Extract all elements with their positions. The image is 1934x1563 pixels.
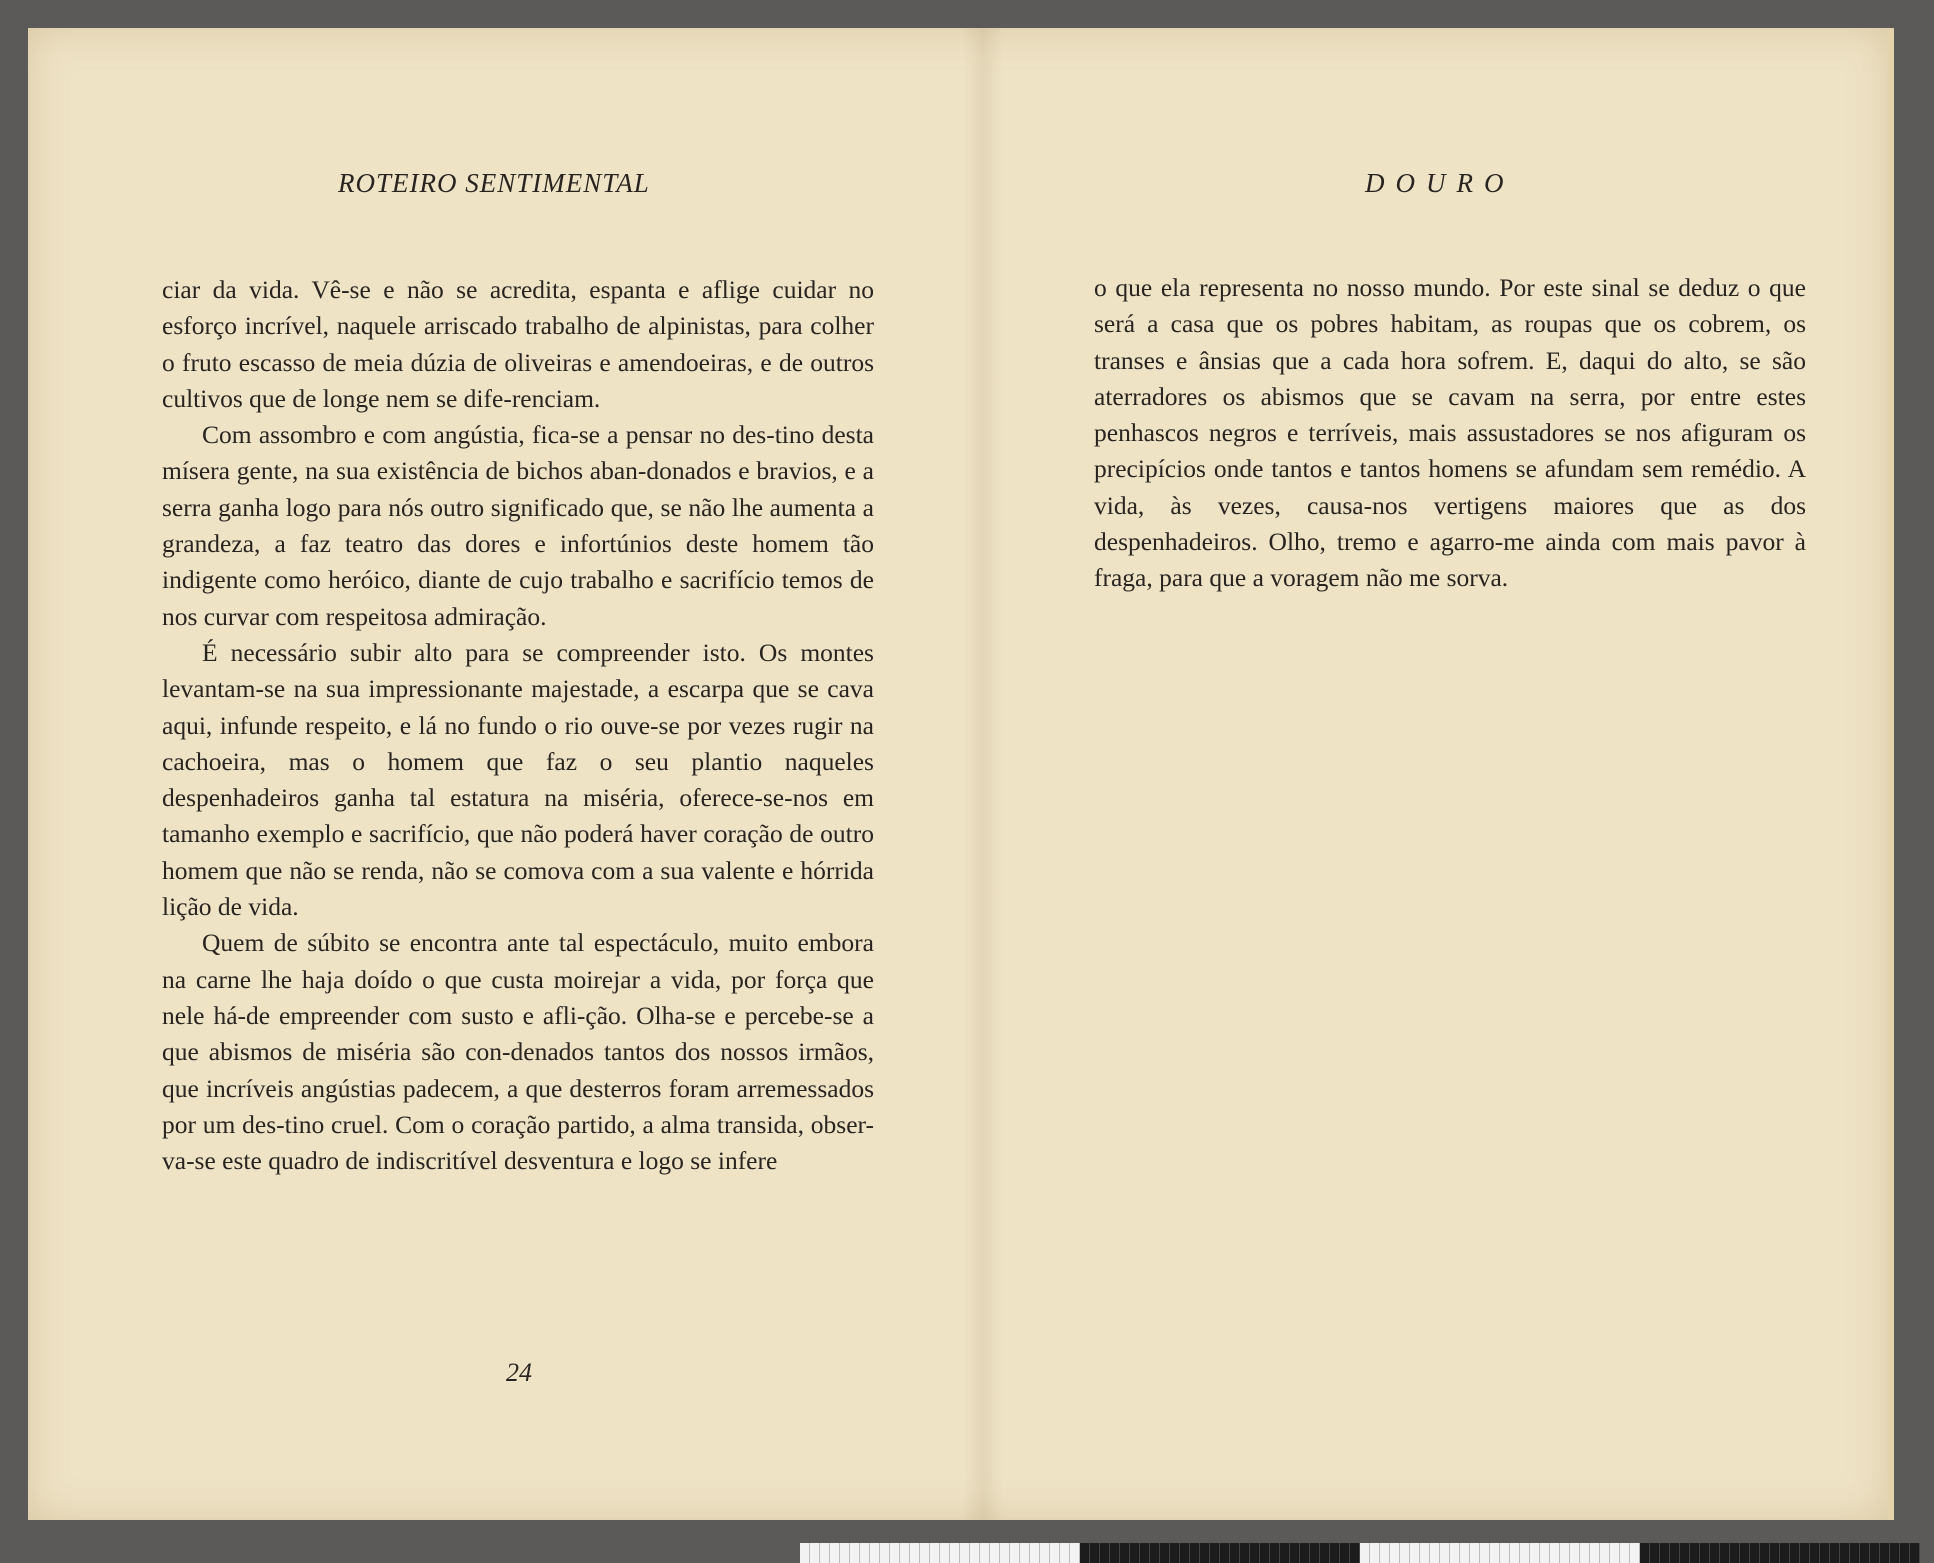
paragraph: ciar da vida. Vê-se e não se acredita, espanta e aflige cuidar no esforço incrível, naquele arriscado trabalho de alpinistas, para colher o fruto escasso de meia dúzia de oliveiras e amendoeiras, e de outros cultivos que de longe nem se dife-renciam. bbox=[162, 275, 874, 413]
color-scale-bar bbox=[800, 1543, 1920, 1563]
paragraph: É necessário subir alto para se compreender isto. Os montes levantam-se na sua impressionante majestade, a escarpa que se cava aqui, infunde respeito, e lá no fundo o rio ouve-se por vezes rugir na cachoeira, mas o homem que faz o seu plantio naqueles despenhadeiros ganha tal estatura na miséria, oferece-se-nos em tamanho exemplo e sacrifício, que não poderá haver coração de outro homem que não se renda, não se comova com a sua valente e hórrida lição de vida. bbox=[162, 637, 874, 922]
scale-segment bbox=[1640, 1543, 1920, 1563]
running-head-left: ROTEIRO SENTIMENTAL bbox=[338, 168, 650, 198]
scale-segment bbox=[1360, 1543, 1640, 1563]
body-text-left bbox=[162, 272, 874, 1179]
page-number: 24 bbox=[506, 1358, 532, 1387]
running-head-right: DOURO bbox=[1365, 168, 1515, 198]
paragraph: Quem de súbito se encontra ante tal espectáculo, muito embora na carne lhe haja doído o que custa moirejar a vida, por força que nele há-de empreender com susto e afli-ção. Olha-se e percebe-se a que abismos de miséria são con-denados tantos dos nossos irmãos, que incríveis angústias padecem, a que desterros foram arremessados por um des-tino cruel. Com o coração partido, a alma transida, obser-va-se este quadro de indiscritível desventura e logo se infere bbox=[162, 928, 874, 1176]
paragraph: Com assombro e com angústia, fica-se a pensar no des-tino desta mísera gente, na sua existência de bichos aban-donados e bravios, e a serra ganha logo para nós outro significado que, se não lhe aumenta a grandeza, a faz teatro das dores e infortúnios deste homem tão indigente como heróico, diante de cujo trabalho e sacrifício temos de nos curvar com respeitosa admiração. bbox=[162, 420, 874, 631]
paragraph: o que ela representa no nosso mundo. Por este sinal se deduz o que será a casa que os pobres habitam, as roupas que os cobrem, os transes e ânsias que a cada hora sofrem. E, daqui do alto, se são aterradores os abismos que se cavam na serra, por entre estes penhascos negros e terríveis, mais assustadores se nos afiguram os precipícios onde tantos e tantos homens se afundam sem remédio. A vida, às vezes, causa-nos vertigens maiores que as dos despenhadeiros. Olho, tremo e agarro-me ainda com mais pavor à fraga, para que a voragem não me sorva. bbox=[1094, 273, 1806, 593]
right-page bbox=[983, 28, 1888, 1520]
scale-segment bbox=[1080, 1543, 1360, 1563]
body-text-right bbox=[1094, 270, 1806, 597]
book-spread bbox=[28, 28, 1894, 1520]
left-page bbox=[28, 28, 983, 1520]
scale-segment bbox=[800, 1543, 1080, 1563]
